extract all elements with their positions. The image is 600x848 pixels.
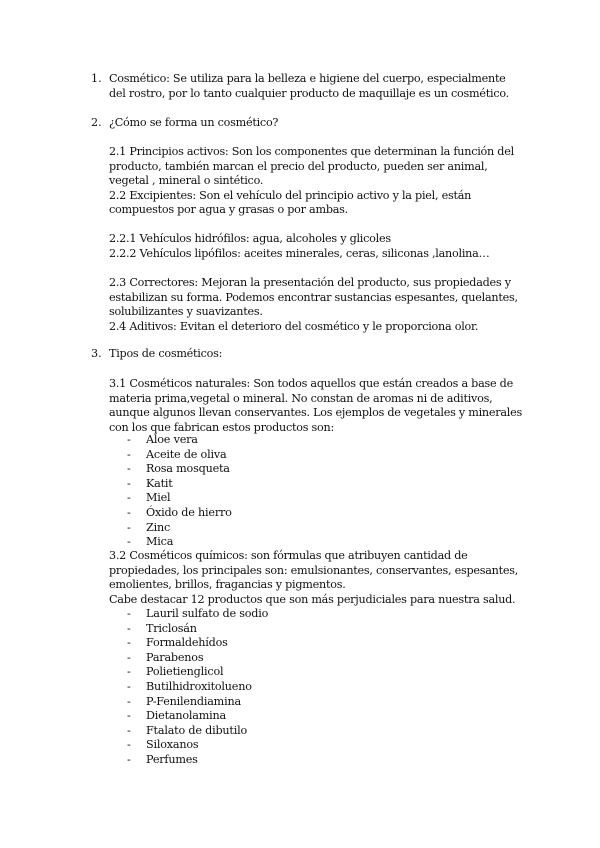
- section-3-heading: Tipos de cosméticos:: [109, 347, 223, 360]
- dash-bullet: -: [127, 752, 131, 766]
- list-item-label: Óxido de hierro: [146, 505, 232, 519]
- list-item-label: Aloe vera: [146, 433, 198, 446]
- dash-bullet: -: [127, 723, 131, 737]
- list-item: [127, 462, 232, 477]
- section-2-number: 2.: [91, 116, 102, 129]
- dash-bullet: -: [127, 607, 131, 620]
- dash-bullet: -: [127, 491, 131, 505]
- section-1-number: 1.: [91, 72, 102, 85]
- dash-bullet: -: [127, 738, 131, 752]
- aditivos-paragraph: 2.4 Aditivos: Evitan el deterioro del cosmético y le proporciona olor.: [109, 319, 479, 333]
- list-item-label: Formaldehídos: [146, 636, 228, 650]
- chemical-cosmetics-block: [109, 549, 527, 607]
- list-item-label: Polietienglicol: [146, 665, 224, 679]
- list-item: [127, 680, 268, 695]
- dash-bullet: -: [127, 462, 131, 476]
- list-item: [127, 477, 232, 492]
- list-item-label: Dietanolamina: [146, 709, 226, 723]
- list-item-label: Miel: [146, 491, 171, 505]
- list-item: [127, 448, 232, 463]
- list-item-label: Zinc: [146, 520, 171, 534]
- list-item: [127, 521, 232, 536]
- section-2-1-block: [109, 145, 527, 218]
- dash-bullet: -: [127, 505, 131, 519]
- list-item-label: Triclosán: [146, 621, 197, 635]
- vehiculos-hidrofilos-paragraph: 2.2.1 Vehículos hidrófilos: agua, alcoholes y glicoles: [109, 232, 391, 245]
- section-2-heading: ¿Cómo se forma un cosmético?: [109, 116, 279, 129]
- list-item: [127, 651, 268, 666]
- list-item-label: Lauril sulfato de sodio: [146, 607, 269, 620]
- dash-bullet: -: [127, 679, 131, 693]
- list-item: [127, 695, 268, 710]
- dash-bullet: -: [127, 520, 131, 534]
- section-1-text: [109, 72, 521, 101]
- list-item-label: Aceite de oliva: [146, 447, 227, 461]
- dash-bullet: -: [127, 535, 131, 549]
- dash-bullet: -: [127, 636, 131, 650]
- list-item: [127, 636, 268, 651]
- list-item: [127, 753, 268, 768]
- dash-bullet: -: [127, 709, 131, 723]
- list-item-label: Siloxanos: [146, 738, 199, 752]
- harmful-intro-paragraph: Cabe destacar 12 productos que son más perjudiciales para nuestra salud.: [109, 592, 516, 606]
- list-item-label: Perfumes: [146, 752, 198, 766]
- section-2-3-block: [109, 276, 527, 334]
- list-item-label: Katit: [146, 476, 173, 490]
- section-1-paragraph: Cosmético: Se utiliza para la belleza e higiene del cuerpo, especialmente del rostro, por lo tanto cualquier producto de maquillaje es un cosmético.: [109, 72, 509, 100]
- correctores-paragraph: 2.3 Correctores: Mejoran la presentación del producto, sus propiedades y estabilizan su forma. Podemos encontrar sustancias espesantes, quelantes, solubilizantes y suavizantes.: [109, 276, 518, 319]
- list-item: [127, 738, 268, 753]
- harmful-products-list: [127, 607, 268, 768]
- list-item-label: P-Fenilendiamina: [146, 694, 241, 708]
- vehiculos-lipofilos-paragraph: 2.2.2 Vehículos lipófilos: aceites minerales, ceras, siliconas ,lanolina…: [109, 246, 490, 260]
- list-item-label: Parabenos: [146, 650, 204, 664]
- list-item: [127, 607, 268, 622]
- section-3-number: 3.: [91, 347, 102, 360]
- list-item: [127, 535, 232, 550]
- chemical-cosmetics-paragraph: 3.2 Cosméticos químicos: son fórmulas que atribuyen cantidad de propiedades, los principales son: emulsionantes, conservantes, espesantes, emolientes, brillos, fragancias y pigmentos.: [109, 549, 519, 592]
- list-item-label: Rosa mosqueta: [146, 462, 230, 476]
- list-item-label: Ftalato de dibutilo: [146, 723, 247, 737]
- list-item-label: Butilhidroxitolueno: [146, 679, 252, 693]
- excipientes-paragraph: 2.2 Excipientes: Son el vehículo del principio activo y la piel, están compuestos por agua y grasas o por ambas.: [109, 188, 472, 217]
- dash-bullet: -: [127, 621, 131, 635]
- dash-bullet: -: [127, 447, 131, 461]
- dash-bullet: -: [127, 650, 131, 664]
- list-item: [127, 622, 268, 637]
- natural-cosmetics-block: [109, 377, 527, 435]
- list-item: [127, 709, 268, 724]
- principios-activos-paragraph: 2.1 Principios activos: Son los componentes que determinan la función del producto, también marcan el precio del producto, pueden ser animal, vegetal , mineral o sintético.: [109, 145, 514, 188]
- list-item: [127, 433, 232, 448]
- section-2-2-vehicles-block: [109, 232, 527, 261]
- dash-bullet: -: [127, 665, 131, 679]
- list-item: [127, 665, 268, 680]
- list-item: [127, 724, 268, 739]
- dash-bullet: -: [127, 433, 131, 446]
- dash-bullet: -: [127, 694, 131, 708]
- natural-cosmetics-paragraph: 3.1 Cosméticos naturales: Son todos aquellos que están creados a base de materia prima,vegetal o mineral. No constan de aromas ni de aditivos, aunque algunos llevan conservantes. Los ejemplos de vegetales y minerales con los que fabrican estos productos son:: [109, 377, 522, 434]
- list-item: [127, 491, 232, 506]
- list-item: [127, 506, 232, 521]
- dash-bullet: -: [127, 476, 131, 490]
- natural-ingredients-list: [127, 433, 232, 550]
- list-item-label: Mica: [146, 535, 174, 549]
